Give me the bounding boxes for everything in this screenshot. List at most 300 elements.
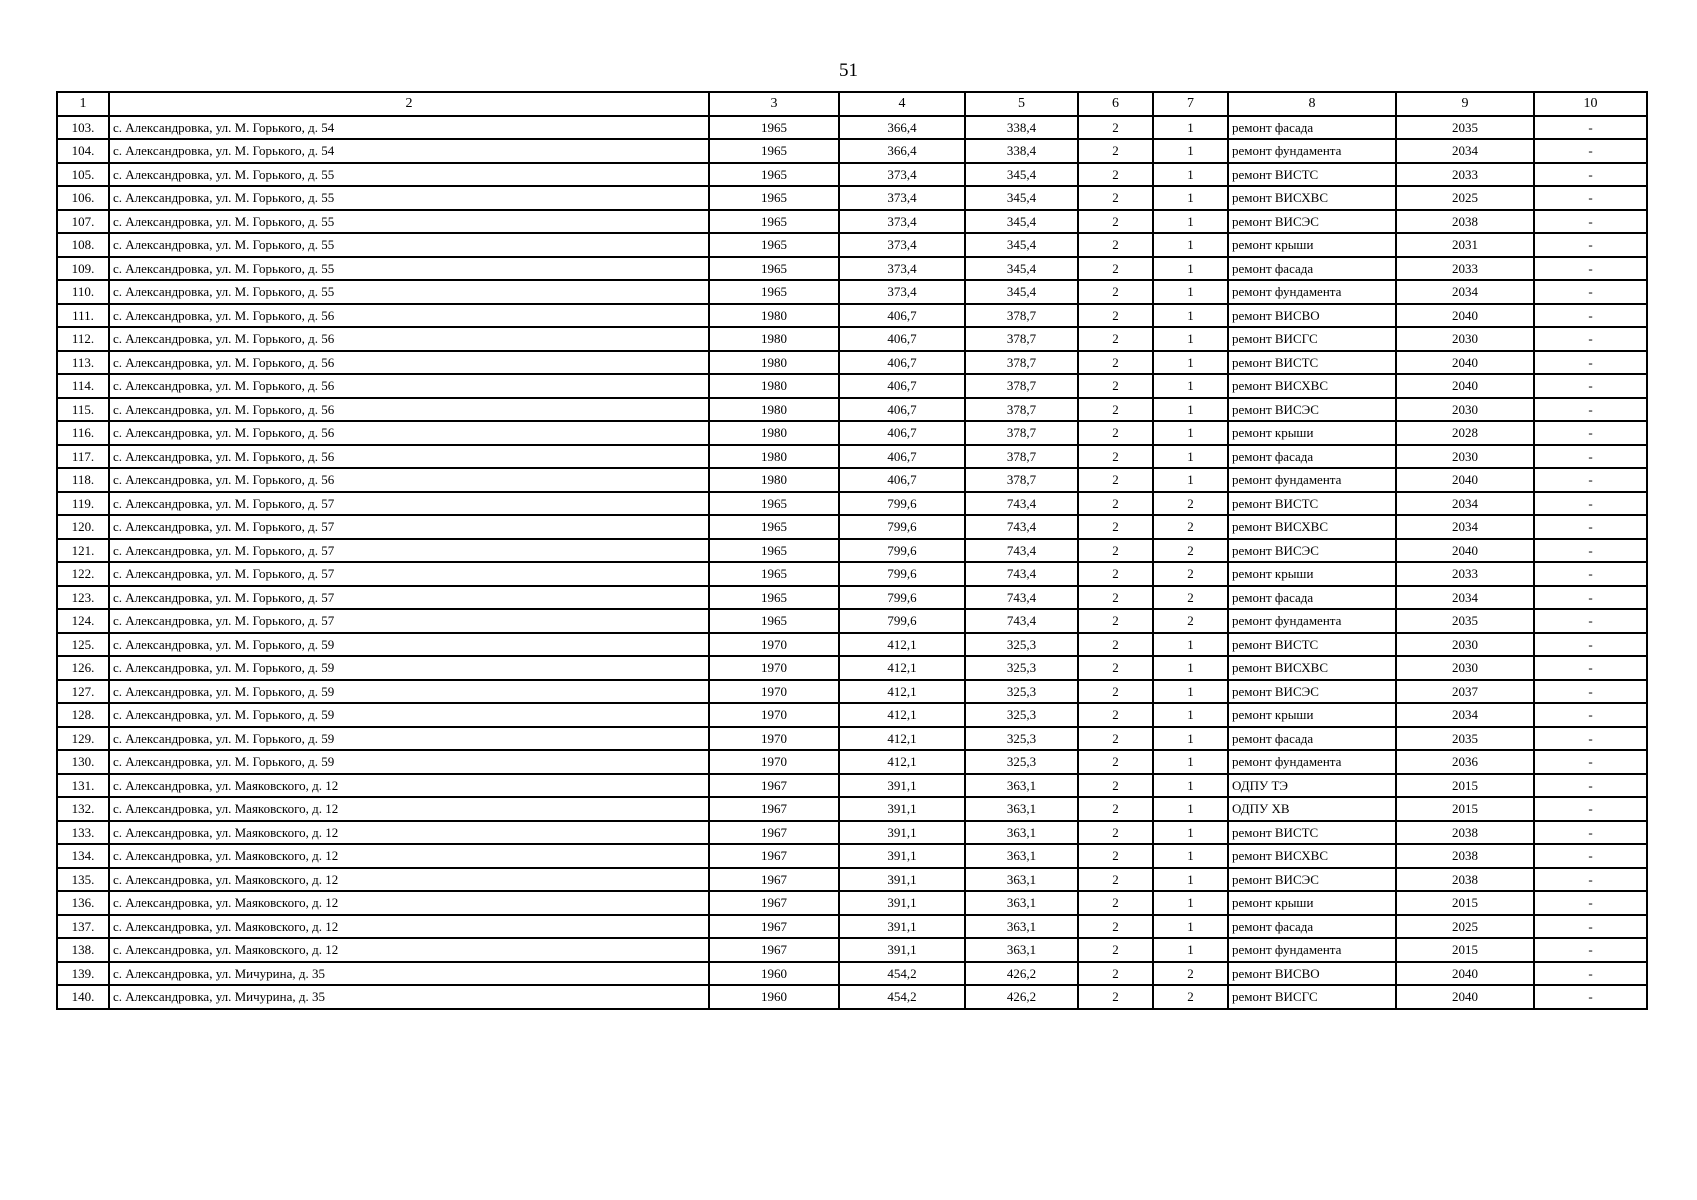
floors-cell: 2 [1078, 891, 1153, 915]
note-cell: - [1534, 727, 1647, 751]
planned-year-cell: 2038 [1396, 210, 1534, 234]
work-type-cell: ремонт ВИСЭС [1228, 680, 1396, 704]
work-type-cell: ремонт крыши [1228, 233, 1396, 257]
living-area-cell: 426,2 [965, 985, 1078, 1009]
floors-cell: 2 [1078, 257, 1153, 281]
row-number-cell: 105. [57, 163, 109, 187]
living-area-cell: 325,3 [965, 680, 1078, 704]
year-cell: 1967 [709, 774, 839, 798]
year-cell: 1965 [709, 163, 839, 187]
table-row [57, 680, 1647, 704]
entrances-cell: 1 [1153, 703, 1228, 727]
year-cell: 1965 [709, 233, 839, 257]
year-cell: 1980 [709, 421, 839, 445]
living-area-cell: 338,4 [965, 139, 1078, 163]
planned-year-cell: 2015 [1396, 891, 1534, 915]
year-cell: 1970 [709, 656, 839, 680]
year-cell: 1960 [709, 962, 839, 986]
row-number-cell: 108. [57, 233, 109, 257]
year-cell: 1967 [709, 891, 839, 915]
living-area-cell: 345,4 [965, 210, 1078, 234]
row-number-cell: 137. [57, 915, 109, 939]
total-area-cell: 391,1 [839, 891, 965, 915]
floors-cell: 2 [1078, 633, 1153, 657]
work-type-cell: ремонт ВИСТС [1228, 492, 1396, 516]
entrances-cell: 1 [1153, 210, 1228, 234]
planned-year-cell: 2034 [1396, 139, 1534, 163]
floors-cell: 2 [1078, 374, 1153, 398]
planned-year-cell: 2025 [1396, 915, 1534, 939]
floors-cell: 2 [1078, 304, 1153, 328]
note-cell: - [1534, 609, 1647, 633]
living-area-cell: 378,7 [965, 351, 1078, 375]
total-area-cell: 373,4 [839, 280, 965, 304]
total-area-cell: 406,7 [839, 304, 965, 328]
entrances-cell: 1 [1153, 750, 1228, 774]
work-type-cell: ремонт ВИСТС [1228, 633, 1396, 657]
table-row [57, 750, 1647, 774]
note-cell: - [1534, 468, 1647, 492]
row-number-cell: 133. [57, 821, 109, 845]
column-header: 8 [1228, 92, 1396, 116]
floors-cell: 2 [1078, 139, 1153, 163]
total-area-cell: 373,4 [839, 233, 965, 257]
row-number-cell: 134. [57, 844, 109, 868]
entrances-cell: 2 [1153, 962, 1228, 986]
table-row [57, 797, 1647, 821]
address-cell: с. Александровка, ул. М. Горького, д. 56 [109, 351, 709, 375]
living-area-cell: 338,4 [965, 116, 1078, 140]
living-area-cell: 378,7 [965, 374, 1078, 398]
entrances-cell: 1 [1153, 468, 1228, 492]
note-cell: - [1534, 891, 1647, 915]
year-cell: 1965 [709, 210, 839, 234]
entrances-cell: 2 [1153, 492, 1228, 516]
table-row [57, 868, 1647, 892]
row-number-cell: 109. [57, 257, 109, 281]
note-cell: - [1534, 938, 1647, 962]
living-area-cell: 363,1 [965, 821, 1078, 845]
total-area-cell: 412,1 [839, 703, 965, 727]
living-area-cell: 743,4 [965, 492, 1078, 516]
planned-year-cell: 2015 [1396, 797, 1534, 821]
floors-cell: 2 [1078, 797, 1153, 821]
living-area-cell: 743,4 [965, 586, 1078, 610]
row-number-cell: 132. [57, 797, 109, 821]
entrances-cell: 1 [1153, 891, 1228, 915]
table-row [57, 844, 1647, 868]
floors-cell: 2 [1078, 656, 1153, 680]
work-type-cell: ремонт ВИСХВС [1228, 844, 1396, 868]
address-cell: с. Александровка, ул. Маяковского, д. 12 [109, 797, 709, 821]
table-row [57, 539, 1647, 563]
work-type-cell: ремонт фасада [1228, 727, 1396, 751]
note-cell: - [1534, 398, 1647, 422]
address-cell: с. Александровка, ул. М. Горького, д. 59 [109, 703, 709, 727]
planned-year-cell: 2040 [1396, 304, 1534, 328]
floors-cell: 2 [1078, 821, 1153, 845]
total-area-cell: 799,6 [839, 492, 965, 516]
entrances-cell: 1 [1153, 774, 1228, 798]
address-cell: с. Александровка, ул. М. Горького, д. 54 [109, 139, 709, 163]
table-row [57, 562, 1647, 586]
work-type-cell: ремонт ВИСВО [1228, 304, 1396, 328]
planned-year-cell: 2035 [1396, 727, 1534, 751]
work-type-cell: ремонт ВИСЭС [1228, 398, 1396, 422]
year-cell: 1967 [709, 797, 839, 821]
row-number-cell: 111. [57, 304, 109, 328]
entrances-cell: 2 [1153, 515, 1228, 539]
note-cell: - [1534, 962, 1647, 986]
table-row [57, 938, 1647, 962]
entrances-cell: 1 [1153, 797, 1228, 821]
column-header: 10 [1534, 92, 1647, 116]
entrances-cell: 1 [1153, 680, 1228, 704]
year-cell: 1965 [709, 116, 839, 140]
floors-cell: 2 [1078, 985, 1153, 1009]
row-number-cell: 112. [57, 327, 109, 351]
living-area-cell: 378,7 [965, 327, 1078, 351]
floors-cell: 2 [1078, 562, 1153, 586]
entrances-cell: 1 [1153, 257, 1228, 281]
address-cell: с. Александровка, ул. М. Горького, д. 57 [109, 539, 709, 563]
year-cell: 1970 [709, 703, 839, 727]
floors-cell: 2 [1078, 962, 1153, 986]
year-cell: 1970 [709, 680, 839, 704]
entrances-cell: 1 [1153, 421, 1228, 445]
note-cell: - [1534, 139, 1647, 163]
planned-year-cell: 2030 [1396, 445, 1534, 469]
note-cell: - [1534, 985, 1647, 1009]
column-header: 7 [1153, 92, 1228, 116]
note-cell: - [1534, 539, 1647, 563]
table-row [57, 351, 1647, 375]
table-row [57, 233, 1647, 257]
address-cell: с. Александровка, ул. М. Горького, д. 59 [109, 680, 709, 704]
work-type-cell: ремонт фундамента [1228, 139, 1396, 163]
address-cell: с. Александровка, ул. Маяковского, д. 12 [109, 938, 709, 962]
address-cell: с. Александровка, ул. Маяковского, д. 12 [109, 891, 709, 915]
living-area-cell: 363,1 [965, 938, 1078, 962]
planned-year-cell: 2038 [1396, 868, 1534, 892]
living-area-cell: 378,7 [965, 398, 1078, 422]
row-number-cell: 110. [57, 280, 109, 304]
work-type-cell: ремонт фасада [1228, 586, 1396, 610]
total-area-cell: 799,6 [839, 562, 965, 586]
floors-cell: 2 [1078, 609, 1153, 633]
row-number-cell: 136. [57, 891, 109, 915]
address-cell: с. Александровка, ул. М. Горького, д. 57 [109, 515, 709, 539]
entrances-cell: 1 [1153, 280, 1228, 304]
living-area-cell: 426,2 [965, 962, 1078, 986]
note-cell: - [1534, 233, 1647, 257]
living-area-cell: 325,3 [965, 750, 1078, 774]
entrances-cell: 1 [1153, 304, 1228, 328]
floors-cell: 2 [1078, 750, 1153, 774]
year-cell: 1967 [709, 821, 839, 845]
row-number-cell: 121. [57, 539, 109, 563]
work-type-cell: ремонт ВИСТС [1228, 163, 1396, 187]
entrances-cell: 1 [1153, 656, 1228, 680]
table-row [57, 703, 1647, 727]
floors-cell: 2 [1078, 915, 1153, 939]
total-area-cell: 373,4 [839, 163, 965, 187]
total-area-cell: 391,1 [839, 868, 965, 892]
row-number-cell: 120. [57, 515, 109, 539]
year-cell: 1967 [709, 868, 839, 892]
total-area-cell: 391,1 [839, 915, 965, 939]
table-row [57, 468, 1647, 492]
planned-year-cell: 2034 [1396, 515, 1534, 539]
table-row [57, 633, 1647, 657]
address-cell: с. Александровка, ул. М. Горького, д. 56 [109, 398, 709, 422]
planned-year-cell: 2040 [1396, 351, 1534, 375]
floors-cell: 2 [1078, 515, 1153, 539]
floors-cell: 2 [1078, 421, 1153, 445]
floors-cell: 2 [1078, 703, 1153, 727]
total-area-cell: 799,6 [839, 609, 965, 633]
living-area-cell: 325,3 [965, 633, 1078, 657]
address-cell: с. Александровка, ул. Маяковского, д. 12 [109, 868, 709, 892]
living-area-cell: 325,3 [965, 656, 1078, 680]
table-row [57, 280, 1647, 304]
table-row [57, 774, 1647, 798]
entrances-cell: 2 [1153, 586, 1228, 610]
note-cell: - [1534, 703, 1647, 727]
work-type-cell: ремонт фасада [1228, 445, 1396, 469]
row-number-cell: 123. [57, 586, 109, 610]
year-cell: 1980 [709, 351, 839, 375]
total-area-cell: 373,4 [839, 257, 965, 281]
year-cell: 1960 [709, 985, 839, 1009]
total-area-cell: 412,1 [839, 680, 965, 704]
row-number-cell: 106. [57, 186, 109, 210]
year-cell: 1980 [709, 327, 839, 351]
table-row [57, 398, 1647, 422]
planned-year-cell: 2036 [1396, 750, 1534, 774]
work-type-cell: ремонт фундамента [1228, 938, 1396, 962]
planned-year-cell: 2030 [1396, 398, 1534, 422]
table-row [57, 186, 1647, 210]
year-cell: 1965 [709, 257, 839, 281]
work-type-cell: ремонт фасада [1228, 257, 1396, 281]
living-area-cell: 363,1 [965, 868, 1078, 892]
planned-year-cell: 2035 [1396, 116, 1534, 140]
address-cell: с. Александровка, ул. М. Горького, д. 57 [109, 586, 709, 610]
floors-cell: 2 [1078, 938, 1153, 962]
note-cell: - [1534, 515, 1647, 539]
note-cell: - [1534, 915, 1647, 939]
floors-cell: 2 [1078, 727, 1153, 751]
year-cell: 1965 [709, 139, 839, 163]
total-area-cell: 406,7 [839, 351, 965, 375]
living-area-cell: 345,4 [965, 257, 1078, 281]
work-type-cell: ремонт ВИСГС [1228, 327, 1396, 351]
note-cell: - [1534, 774, 1647, 798]
address-cell: с. Александровка, ул. М. Горького, д. 55 [109, 280, 709, 304]
entrances-cell: 2 [1153, 609, 1228, 633]
entrances-cell: 1 [1153, 915, 1228, 939]
row-number-cell: 124. [57, 609, 109, 633]
row-number-cell: 135. [57, 868, 109, 892]
living-area-cell: 743,4 [965, 515, 1078, 539]
year-cell: 1965 [709, 586, 839, 610]
row-number-cell: 129. [57, 727, 109, 751]
work-type-cell: ремонт фасада [1228, 915, 1396, 939]
work-type-cell: ОДПУ ХВ [1228, 797, 1396, 821]
note-cell: - [1534, 257, 1647, 281]
living-area-cell: 345,4 [965, 233, 1078, 257]
entrances-cell: 2 [1153, 539, 1228, 563]
work-type-cell: ремонт ВИСГС [1228, 985, 1396, 1009]
address-cell: с. Александровка, ул. М. Горького, д. 56 [109, 374, 709, 398]
address-cell: с. Александровка, ул. Маяковского, д. 12 [109, 821, 709, 845]
entrances-cell: 1 [1153, 186, 1228, 210]
address-cell: с. Александровка, ул. Маяковского, д. 12 [109, 844, 709, 868]
note-cell: - [1534, 797, 1647, 821]
planned-year-cell: 2040 [1396, 468, 1534, 492]
table-row [57, 139, 1647, 163]
table-row [57, 656, 1647, 680]
year-cell: 1965 [709, 492, 839, 516]
entrances-cell: 1 [1153, 445, 1228, 469]
address-cell: с. Александровка, ул. М. Горького, д. 55 [109, 233, 709, 257]
floors-cell: 2 [1078, 163, 1153, 187]
entrances-cell: 1 [1153, 727, 1228, 751]
year-cell: 1965 [709, 186, 839, 210]
total-area-cell: 412,1 [839, 750, 965, 774]
work-type-cell: ремонт ВИСХВС [1228, 186, 1396, 210]
planned-year-cell: 2030 [1396, 633, 1534, 657]
entrances-cell: 1 [1153, 374, 1228, 398]
year-cell: 1965 [709, 539, 839, 563]
floors-cell: 2 [1078, 539, 1153, 563]
table-row [57, 492, 1647, 516]
living-area-cell: 363,1 [965, 915, 1078, 939]
table-row [57, 891, 1647, 915]
year-cell: 1970 [709, 633, 839, 657]
address-cell: с. Александровка, ул. М. Горького, д. 55 [109, 210, 709, 234]
total-area-cell: 406,7 [839, 327, 965, 351]
column-header: 4 [839, 92, 965, 116]
floors-cell: 2 [1078, 233, 1153, 257]
address-cell: с. Александровка, ул. М. Горького, д. 59 [109, 727, 709, 751]
table-row [57, 915, 1647, 939]
year-cell: 1967 [709, 938, 839, 962]
row-number-cell: 126. [57, 656, 109, 680]
work-type-cell: ремонт ВИСЭС [1228, 539, 1396, 563]
row-number-cell: 127. [57, 680, 109, 704]
note-cell: - [1534, 186, 1647, 210]
living-area-cell: 345,4 [965, 280, 1078, 304]
total-area-cell: 412,1 [839, 656, 965, 680]
column-header: 5 [965, 92, 1078, 116]
row-number-cell: 130. [57, 750, 109, 774]
living-area-cell: 743,4 [965, 609, 1078, 633]
planned-year-cell: 2030 [1396, 656, 1534, 680]
total-area-cell: 412,1 [839, 633, 965, 657]
living-area-cell: 363,1 [965, 797, 1078, 821]
entrances-cell: 1 [1153, 821, 1228, 845]
note-cell: - [1534, 656, 1647, 680]
total-area-cell: 366,4 [839, 139, 965, 163]
living-area-cell: 378,7 [965, 304, 1078, 328]
floors-cell: 2 [1078, 445, 1153, 469]
planned-year-cell: 2034 [1396, 492, 1534, 516]
work-type-cell: ремонт фундамента [1228, 280, 1396, 304]
entrances-cell: 1 [1153, 938, 1228, 962]
table-row [57, 821, 1647, 845]
note-cell: - [1534, 210, 1647, 234]
planned-year-cell: 2025 [1396, 186, 1534, 210]
planned-year-cell: 2030 [1396, 327, 1534, 351]
note-cell: - [1534, 116, 1647, 140]
entrances-cell: 1 [1153, 844, 1228, 868]
address-cell: с. Александровка, ул. М. Горького, д. 56 [109, 304, 709, 328]
row-number-cell: 118. [57, 468, 109, 492]
total-area-cell: 373,4 [839, 210, 965, 234]
entrances-cell: 1 [1153, 139, 1228, 163]
table-row [57, 985, 1647, 1009]
row-number-cell: 116. [57, 421, 109, 445]
planned-year-cell: 2015 [1396, 774, 1534, 798]
column-header: 9 [1396, 92, 1534, 116]
planned-year-cell: 2035 [1396, 609, 1534, 633]
data-table [56, 91, 1648, 1010]
table-row [57, 163, 1647, 187]
living-area-cell: 378,7 [965, 445, 1078, 469]
entrances-cell: 1 [1153, 868, 1228, 892]
address-cell: с. Александровка, ул. М. Горького, д. 59 [109, 750, 709, 774]
planned-year-cell: 2034 [1396, 586, 1534, 610]
work-type-cell: ремонт ВИСТС [1228, 351, 1396, 375]
floors-cell: 2 [1078, 868, 1153, 892]
living-area-cell: 378,7 [965, 468, 1078, 492]
row-number-cell: 115. [57, 398, 109, 422]
year-cell: 1965 [709, 515, 839, 539]
address-cell: с. Александровка, ул. М. Горького, д. 55 [109, 186, 709, 210]
floors-cell: 2 [1078, 280, 1153, 304]
note-cell: - [1534, 821, 1647, 845]
table-row [57, 962, 1647, 986]
address-cell: с. Александровка, ул. М. Горького, д. 55 [109, 163, 709, 187]
planned-year-cell: 2033 [1396, 257, 1534, 281]
year-cell: 1980 [709, 468, 839, 492]
total-area-cell: 454,2 [839, 962, 965, 986]
work-type-cell: ремонт ВИСЭС [1228, 210, 1396, 234]
address-cell: с. Александровка, ул. М. Горького, д. 56 [109, 421, 709, 445]
work-type-cell: ремонт крыши [1228, 421, 1396, 445]
total-area-cell: 406,7 [839, 445, 965, 469]
entrances-cell: 1 [1153, 327, 1228, 351]
total-area-cell: 406,7 [839, 374, 965, 398]
work-type-cell: ремонт фундамента [1228, 750, 1396, 774]
table-body [57, 116, 1647, 1009]
living-area-cell: 743,4 [965, 562, 1078, 586]
planned-year-cell: 2040 [1396, 962, 1534, 986]
living-area-cell: 363,1 [965, 844, 1078, 868]
planned-year-cell: 2038 [1396, 821, 1534, 845]
planned-year-cell: 2034 [1396, 280, 1534, 304]
year-cell: 1965 [709, 562, 839, 586]
year-cell: 1967 [709, 915, 839, 939]
address-cell: с. Александровка, ул. Маяковского, д. 12 [109, 915, 709, 939]
note-cell: - [1534, 374, 1647, 398]
note-cell: - [1534, 868, 1647, 892]
entrances-cell: 1 [1153, 398, 1228, 422]
year-cell: 1980 [709, 445, 839, 469]
address-cell: с. Александровка, ул. Маяковского, д. 12 [109, 774, 709, 798]
